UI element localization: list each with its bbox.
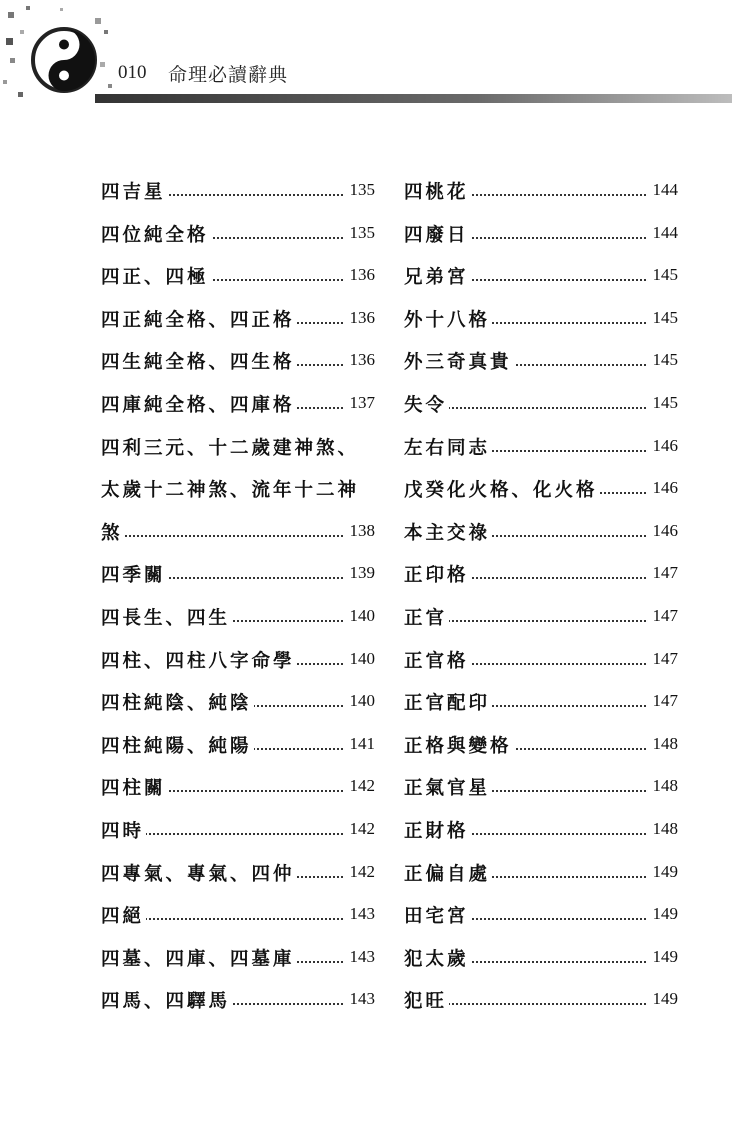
index-entry: [404, 939, 678, 982]
entry-page-number: 147: [652, 605, 678, 625]
entry-title: 四長生、四生: [101, 604, 232, 630]
index-entry: [101, 598, 375, 641]
entry-page-number: 146: [652, 520, 678, 540]
entry-title: 正官配印: [404, 689, 492, 715]
index-entry: [101, 215, 375, 258]
index-entry: [101, 768, 375, 811]
header-decoration: [0, 0, 732, 120]
entry-title: 四廢日: [404, 221, 471, 247]
index-column-right: [404, 172, 678, 1024]
entry-page-number: 147: [652, 648, 678, 668]
entry-page-number: 140: [349, 691, 375, 711]
index-entry: [404, 811, 678, 854]
entry-page-number: 148: [652, 776, 678, 796]
index-entry: [404, 342, 678, 385]
entry-page-number: 146: [652, 435, 678, 455]
index-entry: [404, 555, 678, 598]
entry-page-number: 135: [349, 180, 375, 199]
entry-page-number: 145: [652, 265, 678, 285]
index-entry: [404, 981, 678, 1024]
entry-title: 外三奇真貴: [404, 348, 514, 374]
entry-title: 四季關: [101, 561, 168, 587]
entry-title: 四馬、四驛馬: [101, 987, 232, 1013]
entry-title: 四絕: [101, 902, 146, 928]
index-entry: [404, 215, 678, 258]
entry-page-number: 146: [652, 478, 678, 498]
index-entry: [404, 641, 678, 684]
entry-page-number: 136: [349, 307, 375, 327]
entry-page-number: 143: [349, 989, 375, 1009]
entry-title: 四位純全格: [101, 221, 211, 247]
book-title: 命理必讀辭典: [168, 64, 289, 86]
entry-title: 正印格: [404, 561, 471, 587]
entry-title: 田宅宮: [404, 902, 471, 928]
index-entry: [101, 683, 375, 726]
index-entry: [404, 854, 678, 897]
entry-title: 四時: [101, 817, 146, 843]
index-entry: [404, 768, 678, 811]
entry-title: 左右同志: [404, 434, 492, 460]
entry-title: 正財格: [404, 817, 471, 843]
entry-title: 四柱、四柱八字命學: [101, 647, 297, 673]
entry-page-number: 145: [652, 392, 678, 412]
entry-title: 四柱純陽、純陽: [101, 732, 254, 758]
entry-title: 正氣官星: [404, 774, 492, 800]
entry-page-number: 142: [349, 776, 375, 796]
index-entry: [101, 342, 375, 385]
entry-title: 四墓、四庫、四墓庫: [101, 945, 297, 971]
entry-page-number: 139: [349, 563, 375, 583]
entry-page-number: 144: [652, 180, 678, 199]
entry-title: 犯旺: [404, 987, 449, 1013]
entry-title: 四柱關: [101, 774, 168, 800]
entry-title: 煞: [101, 519, 125, 545]
entry-title: 四正、四極: [101, 263, 211, 289]
index-entry: [404, 172, 678, 215]
index-entry: [404, 385, 678, 428]
entry-title: 犯太歲: [404, 945, 471, 971]
entry-page-number: 147: [652, 691, 678, 711]
entry-page-number: 143: [349, 904, 375, 924]
entry-title: 四柱純陰、純陰: [101, 689, 254, 715]
entry-title: 兄弟宮: [404, 263, 471, 289]
entry-title: 四庫純全格、四庫格: [101, 391, 297, 417]
index-entry: [101, 854, 375, 897]
entry-page-number: 141: [349, 733, 375, 753]
index-entry: [404, 257, 678, 300]
entry-page-number: 142: [349, 818, 375, 838]
entry-title: 四吉星: [101, 178, 168, 204]
index-entry: [404, 683, 678, 726]
index-entry: [404, 300, 678, 343]
index-entry: [101, 555, 375, 598]
index-entry: [101, 513, 375, 556]
entry-page-number: 136: [349, 350, 375, 370]
index-entry: [404, 896, 678, 939]
index-entry: [101, 172, 375, 215]
yin-yang-icon: [33, 29, 95, 91]
entry-title: 正官: [404, 604, 449, 630]
index-entry: [101, 257, 375, 300]
entry-title: 失令: [404, 391, 449, 417]
entry-title: 正官格: [404, 647, 471, 673]
index-entry: [404, 598, 678, 641]
page-number: 010: [118, 62, 147, 83]
entry-page-number: 138: [349, 520, 375, 540]
entry-page-number: 136: [349, 265, 375, 285]
index-entry: [101, 726, 375, 769]
entry-title: 太歲十二神煞、流年十二神: [101, 476, 361, 502]
index-entry: [101, 896, 375, 939]
entry-page-number: 147: [652, 563, 678, 583]
entry-title: 四專氣、專氣、四仲: [101, 860, 297, 886]
index-entry: [101, 300, 375, 343]
entry-page-number: 149: [652, 946, 678, 966]
entry-title: 正格與變格: [404, 732, 514, 758]
index-entry: [404, 513, 678, 556]
index-entry: [404, 470, 678, 513]
entry-page-number: 135: [349, 222, 375, 242]
entry-page-number: 148: [652, 733, 678, 753]
entry-page-number: 149: [652, 904, 678, 924]
entry-title: 四桃花: [404, 178, 471, 204]
index-entry: [101, 470, 375, 513]
entry-page-number: 144: [652, 222, 678, 242]
entry-page-number: 145: [652, 350, 678, 370]
entry-title: 四生純全格、四生格: [101, 348, 297, 374]
index-entry: [404, 726, 678, 769]
entry-page-number: 143: [349, 946, 375, 966]
entry-title: 四利三元、十二歲建神煞、: [101, 434, 361, 460]
index-entry: [101, 811, 375, 854]
entry-title: 本主交祿: [404, 519, 492, 545]
index-entry: [101, 428, 375, 471]
entry-page-number: 137: [349, 392, 375, 412]
entry-page-number: 140: [349, 605, 375, 625]
index-entry: [101, 641, 375, 684]
entry-page-number: 149: [652, 989, 678, 1009]
entry-title: 戊癸化火格、化火格: [404, 476, 600, 502]
index-entry: [101, 385, 375, 428]
dot-leader: [101, 535, 343, 537]
entry-page-number: 145: [652, 307, 678, 327]
index-entry: [101, 981, 375, 1024]
entry-title: 四正純全格、四正格: [101, 306, 297, 332]
entry-page-number: 142: [349, 861, 375, 881]
page-header: [0, 0, 732, 120]
index-entry: [101, 939, 375, 982]
index-entry: [404, 428, 678, 471]
entry-title: 正偏自處: [404, 860, 492, 886]
entry-page-number: 140: [349, 648, 375, 668]
header-rule: [95, 94, 732, 103]
index-column-left: [101, 172, 375, 1024]
entry-title: 外十八格: [404, 306, 492, 332]
entry-page-number: 149: [652, 861, 678, 881]
entry-page-number: 148: [652, 818, 678, 838]
